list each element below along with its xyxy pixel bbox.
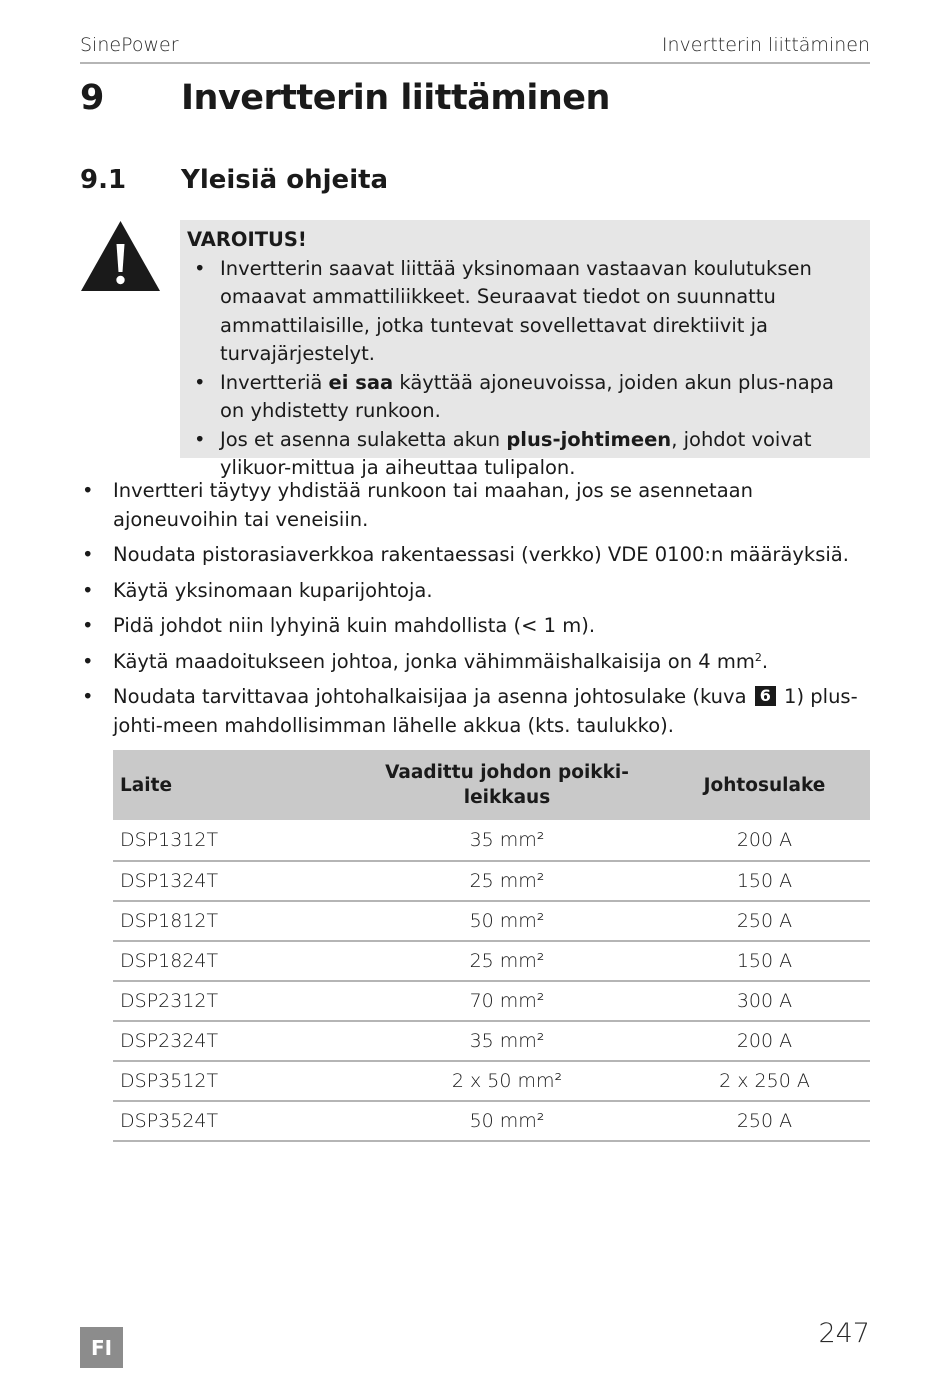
table-row bbox=[113, 861, 870, 901]
subsection-title: Yleisiä ohjeita bbox=[181, 165, 389, 195]
table-cell: 200 A bbox=[659, 820, 870, 861]
table-cell: DSP1824T bbox=[113, 941, 355, 981]
figure-reference-badge: 6 bbox=[755, 686, 776, 706]
language-badge: FI bbox=[80, 1327, 123, 1368]
table-row bbox=[113, 981, 870, 1021]
column-header: Laite bbox=[113, 750, 355, 820]
table-row bbox=[113, 901, 870, 941]
table-cell: 250 A bbox=[659, 901, 870, 941]
table-cell: 250 A bbox=[659, 1101, 870, 1141]
column-header: Johtosulake bbox=[659, 750, 870, 820]
list-item: • Käytä maadoitukseen johtoa, jonka vähimmäishalkaisija on 4 $mm^2$. bbox=[82, 649, 769, 673]
list-item: • Noudata pistorasiaverkkoa rakentaessasi (verkko) VDE 0100:n määräyksiä. bbox=[82, 543, 849, 566]
table-cell: 50 mm² bbox=[355, 901, 659, 941]
cable-fuse-table bbox=[113, 750, 870, 1142]
table-cell: DSP1812T bbox=[113, 901, 355, 941]
warning-item: • Invertterin saavat liittää yksinomaan vastaavan koulutuksen omaavat ammattiliikkeet. Seuraavat tiedot on suunnattu ammattilaisille, jotka tuntevat sovellettavat direktiivit ja turvajärjestelyt. bbox=[194, 256, 812, 365]
table-row bbox=[113, 820, 870, 861]
section-title: Invertterin liittäminen bbox=[181, 78, 610, 118]
table-cell: DSP1312T bbox=[113, 820, 355, 861]
table-cell: 35 mm² bbox=[355, 1021, 659, 1061]
table-cell: 25 mm² bbox=[355, 861, 659, 901]
table-cell: 35 mm² bbox=[355, 820, 659, 861]
list-item: • Invertteri täytyy yhdistää runkoon tai maahan, jos se asennetaan ajoneuvoihin tai veneisiin. bbox=[82, 479, 753, 531]
table-row bbox=[113, 1061, 870, 1101]
list-item: • Käytä yksinomaan kuparijohtoja. bbox=[82, 578, 433, 602]
table-cell: 2 x 250 A bbox=[659, 1061, 870, 1101]
table-cell: DSP3512T bbox=[113, 1061, 355, 1101]
warning-title: VAROITUS! bbox=[187, 228, 307, 251]
list-item: • Pidä johdot niin lyhyinä kuin mahdollista (< 1 m). bbox=[82, 614, 596, 637]
warning-box bbox=[180, 220, 870, 479]
list-item: • Noudata tarvittavaa johtohalkaisijaa ja asenna johtosulake (kuva 6 1) plus-johti-meen mahdollisimman lähelle akkua (kts. taulukko). bbox=[82, 685, 858, 737]
table-row bbox=[113, 1101, 870, 1141]
table-cell: 300 A bbox=[659, 981, 870, 1021]
table-cell: 70 mm² bbox=[355, 981, 659, 1021]
table-row bbox=[113, 941, 870, 981]
table-row bbox=[113, 1021, 870, 1061]
section-number: 9 bbox=[80, 78, 104, 118]
table-cell: 25 mm² bbox=[355, 941, 659, 981]
table-cell: DSP1324T bbox=[113, 861, 355, 901]
page-number: 247 bbox=[818, 1318, 870, 1349]
table-cell: DSP3524T bbox=[113, 1101, 355, 1141]
table-cell: DSP2312T bbox=[113, 981, 355, 1021]
subsection-number: 9.1 bbox=[80, 165, 127, 195]
table-cell: 50 mm² bbox=[355, 1101, 659, 1141]
warning-item: • Jos et asenna sulaketta akun plus-johtimeen, johdot voivat ylikuor-mittua ja aiheuttaa tulipalon. bbox=[194, 427, 812, 479]
column-header: Vaadittu johdon poikki-leikkaus bbox=[355, 750, 659, 820]
table-header-row bbox=[113, 750, 870, 820]
table-cell: 200 A bbox=[659, 1021, 870, 1061]
page-header bbox=[80, 30, 870, 64]
header-product-name: SinePower bbox=[80, 34, 179, 56]
warning-item: • Invertteriä ei saa käyttää ajoneuvoissa, joiden akun plus-napa on yhdistetty runkoon. bbox=[194, 370, 835, 422]
warning-triangle-icon bbox=[80, 220, 161, 292]
instruction-list bbox=[80, 477, 870, 747]
table-cell: 2 x 50 mm² bbox=[355, 1061, 659, 1101]
table-cell: DSP2324T bbox=[113, 1021, 355, 1061]
table-cell: 150 A bbox=[659, 941, 870, 981]
header-chapter-title: Invertterin liittäminen bbox=[661, 34, 870, 56]
table-cell: 150 A bbox=[659, 861, 870, 901]
